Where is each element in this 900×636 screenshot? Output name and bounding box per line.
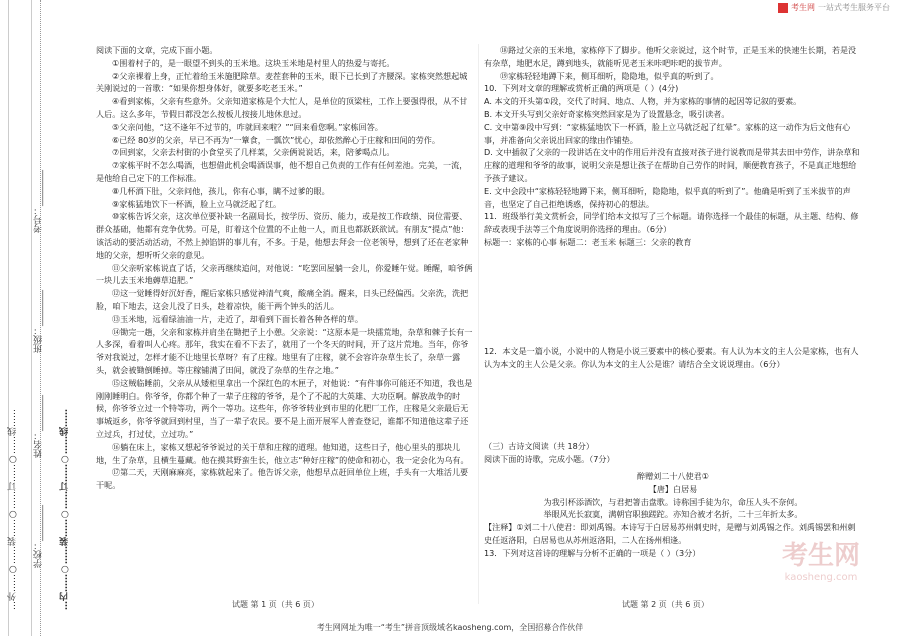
school-field: 学校：________ [34, 505, 44, 568]
paragraph: ④看到家栋，父亲有些意外。父亲知道家栋是个大忙人，是单位的顶梁柱，工作上要强得很，从不甘人后。这么多年，节假日都没怎么按板儿按接儿地休息过。 [96, 96, 468, 119]
option-a: A. 本文的开头第①段，交代了时间、地点、人物，并为家栋的事情的起因等记叙的要素。 [484, 96, 802, 107]
class-field: 班级：________ [34, 290, 44, 353]
watermark-sub: kaosheng.com [784, 572, 858, 583]
paragraph: ⑲家栋轻轻地蹲下来，侧耳细听，隐隐地，似乎真的听到了。 [500, 70, 719, 81]
paragraph: ②父亲裸着上身，正忙着给玉米施肥除草。麦茬套种的玉米，眼下已长到了齐腰深。家栋突然想起城关刚说过的一首歌：“如果你想身体好，就要多吃老玉米。” [96, 70, 468, 94]
paragraph: ⑱路过父亲的玉米地，家栋停下了脚步。他听父亲说过，这个时节，正是玉米的快速生长期，若是没有杂草，地肥水足，蹲到地头，就能听见老玉米咔吧咔吧的拔节声。 [484, 45, 857, 68]
poem-line: 为我引杯添酒饮，与君把箸击盘歌。诗称国手徒为尔，命压人头不奈何。 [543, 496, 803, 507]
paragraph: ⑭锄完一趟，父亲和家栋并肩坐在锄把子上小憩。父亲说：“这原本是一块擂荒地，杂草和棘子长有一人多深，看着叫人心疼。那年，我实在看不下去了，就用了一个冬天的时间，开了这片荒地。当年，你爷爷对我说过，怎样才能不让地里长草呀？有了庄稼。地里有了庄稼，就不会容许杂草生长了，杂草一露头，就会被锄倒睡掉。等庄稼铺满了田间，就没了杂草的生存之地。” [96, 326, 473, 375]
name-field: 姓名：________ [34, 395, 44, 458]
title-options: 标题一：家栋的心事 标题二：老玉米 标题三：父亲的教育 [484, 236, 692, 247]
exam-no-field: 考号：________ [34, 170, 44, 233]
question-13: 13．下列对这首诗的理解与分析不正确的一项是（ ）（3分） [484, 547, 701, 558]
poem-author: 【唐】白居易 [648, 483, 698, 494]
option-e: E. 文中会段中“家栋轻轻地蹲下来，侧耳细听，隐隐地，似乎真的听到了”。他确是听到了玉米拔节的声音，也坚定了自己拒绝诱惑，保持初心的想法。 [484, 185, 851, 209]
page-number-left: 试题 第 1 页（共 6 页） [232, 600, 319, 609]
poem-note: 【注释】①刘二十八使君：即刘禹锡。本诗写于白居易苏州刺史时，是赠与刘禹锡之作。刘禹锡罢和州刺史任返洛阳，白居易也从苏州返洛阳，二人在扬州相逢。 [484, 522, 856, 545]
section-heading: （三）古诗文阅读（共 18分） [484, 441, 594, 452]
logo-slogan: 一站式考生服务平台 [818, 3, 890, 12]
poem-instruction: 阅读下面的诗歌，完成小题。（7分） [484, 454, 615, 465]
paragraph: ⑧几杯酒下肚，父亲问他，孩儿，你有心事，瞒不过爹的眼。 [112, 185, 330, 196]
binding-margin [0, 0, 70, 636]
paragraph: ⑦回到家，父亲去村街的小食堂买了几样菜，父亲俩说说话，来，陪爹喝点儿。 [112, 147, 395, 158]
paragraph: ⑯躺在床上，家栋又想起爷爷说过的关于草和庄稼的道理。他知道，这些日子，他心里头的那块儿地，生了杂草，且横生蔓藏。他在摸其野蛮生长，他立志“种好庄稼”的使命和初心，我一定会化为乌有。 [96, 441, 469, 465]
logo-text: 考生网 [791, 3, 815, 12]
binding-inner-text: …内……○……装……○……订……○……线…… [60, 409, 70, 610]
left-column [96, 44, 473, 492]
paragraph: ⑮这贼临睡前，父亲从从矮柜里拿出一个深红色的木匣子，对他说：“有件事你可能还不知道，我也是刚刚睡明白。你爷爷，你都个种了一辈子庄稼的爷爷，是个了不起的大英雄、大功臣啊。解放战争的时候，你爷爷立过一个特等功，两个一等功。这些年，你爷爷转业到市里的化肥厂工作，庄稼是父亲最后无事城返乡，你爷爷就回到村里，当了一辈子农民。要不是上面开展军人普查登记，谁都不知道他这辈子还立过兵，打过仗，立过功。” [96, 377, 473, 439]
footer-caption: 考生网网址为唯一“考生”拼音顶级域名kaosheng.com，全国招募合作伙伴 [316, 623, 584, 632]
paragraph: ⑨家栋猛地饮下一杯酒，脸上立马就泛起了红。 [112, 198, 282, 209]
watermark-text: 考生网 [781, 541, 860, 571]
poem-line: 举眼风光长寂寞，满朝官职独蹉跎。亦知合被才名折，二十三年折太多。 [543, 509, 803, 520]
paragraph: ①围着村子的，是一眼望不到头的玉米地。这块玉米地是村里人的热爱与寄托。 [112, 57, 395, 68]
option-b: B. 本文开头写到父亲好奇家栋突然回家是为了设置悬念，吸引读者。 [484, 108, 730, 119]
question-10: 10．下列对文章的理解或赏析正确的两项是（ ）(4分) [484, 83, 679, 94]
paragraph: ⑪父亲听家栋说直了话，父亲再继续追问，对他说：“吃罢回屋躺一会儿，你爱睡午觉。睡醒，咱爷俩一块儿去玉米地薅草追肥。” [96, 262, 473, 286]
option-c: C. 文中第⑨段中写到：“家栋猛地饮下一杯酒，脸上立马就泛起了红晕”。家栋的这一动作为后文他有心事，并准备向父亲说出回家的缘由作铺垫。 [484, 121, 851, 145]
poem-title: 醉赠刘二十八使君① [636, 470, 709, 481]
paragraph: ⑰第二天，天刚麻麻亮，家栋就起来了。他告诉父亲，他想早点赶回单位上班，手头有一大堆活儿要干呢。 [96, 467, 469, 491]
binding-outer-text: …外……○……装……○……订……○……线…… [8, 409, 18, 610]
paragraph: ⑦家栋平时不怎么喝酒，也想借此机会喝酒误事，他不想自己负责的工作有任何差池。完美，一流，是他给自己定下的工作标准。 [96, 160, 468, 183]
paragraph: ⑩家栋告诉父亲，这次单位要补缺一名副局长，按学历、资历、能力，或是按工作政绩、岗位需要、群众基础，他都有竞争优势。可是，盯着这个位置的不止他一人，而且也都跃跃欲试。有朋友“提点”他：该活动的要活动活动，不然上掉馅饼的事儿有，不多。于是，他想去拜会一位老领导，想到了还在老家种地的父亲，想听听父亲的意见。 [96, 211, 469, 260]
logo-icon [778, 3, 788, 13]
column-divider [478, 44, 479, 604]
paragraph: ⑥已经 80岁的父亲，早已不再为“一簞食，一瓢饮”忧心，却依然醉心于庄稼和田间的劳作。 [112, 134, 440, 145]
paragraph: ⑤父亲问他，“这不逢年不过节的，咋就回来啦？”“回来看您啊。”家栋回答。 [112, 121, 383, 132]
answer-space [484, 370, 862, 440]
reading-instruction: 阅读下面的文章，完成下面小题。 [96, 45, 218, 55]
watermark-logo [782, 535, 860, 583]
page-number-right: 试题 第 2 页（共 6 页） [622, 600, 709, 609]
paragraph: ⑬玉米地，远看绿油油一片，走近了，却看到下面长着各种各样的草。 [112, 313, 363, 324]
question-12: 12．本文是一篇小说，小说中的人物是小说三要素中的核心要素。有人认为本文的主人公是家栋，也有人认为本文的主人公是父亲。你认为本文的主人公是谁？请结合全文说说理由。（6分） [484, 345, 859, 369]
question-11: 11．班级举行美文赏析会，同学们给本文拟写了三个标题。请你选择一个最佳的标题，从主题、结构、修辞或表现手法等三个角度说明你选择的理由。（6分） [484, 211, 859, 235]
option-d: D. 文中插叙了父亲的一段讲话在文中的作用后并没有直接对孩子进行说教而是带其去田中劳作，讲杂草和庄稼的道理和爷爷的故事，说明父亲是想让孩子在帮助自己劳作的时间，顺便教育孩子，不是真正地想给予孩子建议。 [484, 147, 860, 183]
paragraph: ⑫这一觉睡得好沉好香，醒后家栋只感觉神清气爽，酸痛全消。醒来，日头已经偏西。父亲洗，洗把脸，咱下地去，这会儿没了日头，趁着凉快，能干两个钟头的活儿。 [96, 288, 469, 311]
right-column [484, 44, 862, 560]
site-logo [778, 2, 890, 13]
answer-space [484, 249, 862, 345]
